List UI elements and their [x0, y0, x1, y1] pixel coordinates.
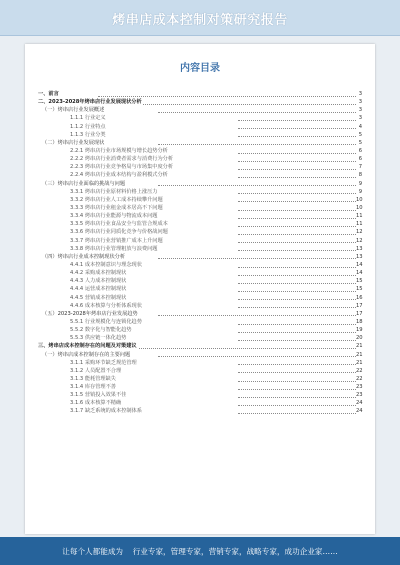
toc-entry-title: 3.1.4 库存管理不善 [70, 384, 116, 391]
toc-entry[interactable] [38, 375, 362, 383]
toc-entry-title: 3.1.7 缺乏系统的成本控制体系 [70, 408, 142, 415]
toc-entry-page: 6 [356, 147, 362, 155]
footer-banner [0, 537, 400, 565]
toc-leader-dots [158, 185, 356, 186]
toc-entry[interactable] [38, 342, 362, 350]
toc-leader-dots [238, 364, 356, 365]
toc-leader-dots [238, 193, 356, 194]
toc-entry-title: 1.1.2 行业特点 [70, 123, 106, 130]
toc-entry[interactable] [38, 318, 362, 326]
toc-entry-page: 24 [356, 400, 363, 407]
toc-leader-dots [238, 120, 356, 121]
toc-entry[interactable] [38, 131, 362, 139]
toc-leader-dots [238, 226, 356, 227]
toc-entry-title: 3.3.3 烤串店行业租金成本居高不下问题 [70, 204, 163, 211]
toc-leader-dots [158, 144, 356, 145]
toc-entry-page: 22 [356, 367, 363, 374]
toc-entry-page: 15 [356, 286, 363, 293]
toc-leader-dots [238, 413, 356, 414]
toc-entry-page: 14 [356, 270, 363, 277]
toc-entry[interactable] [38, 310, 362, 318]
toc-leader-dots [238, 136, 356, 137]
toc-leader-dots [238, 381, 356, 382]
toc-entry[interactable] [38, 139, 362, 147]
toc-entry-page: 5 [356, 139, 362, 147]
toc-entry-page: 18 [356, 318, 363, 325]
toc-entry[interactable] [38, 334, 362, 342]
toc-entry-title: 2.2.3 烤串店行业竞争格局与市场集中度分析 [70, 164, 174, 171]
toc-entry[interactable] [38, 220, 362, 228]
toc-leader-dots [238, 283, 356, 284]
toc-leader-dots [238, 201, 356, 202]
toc-leader-dots [238, 324, 356, 325]
toc-leader-dots [238, 299, 356, 300]
toc-entry-page: 10 [356, 204, 363, 211]
toc-entry[interactable] [38, 212, 362, 220]
toc-entry-title: 3.3.4 烤串店行业能源与物流成本问题 [70, 213, 158, 220]
footer-slogan-left: 让每个人都能成为 [62, 547, 124, 556]
toc-entry[interactable] [38, 196, 362, 204]
toc-entry-title: 1.1.3 行业分类 [70, 131, 106, 138]
toc-leader-dots [238, 372, 356, 373]
toc-entry-page: 21 [356, 343, 363, 350]
toc-entry[interactable] [38, 90, 362, 98]
toc-entry-page: 14 [356, 261, 363, 268]
toc-entry[interactable] [38, 245, 362, 253]
toc-entry[interactable] [38, 302, 362, 310]
toc-entry[interactable] [38, 399, 362, 407]
toc-entry[interactable] [38, 269, 362, 277]
toc-entry-title: 4.4.2 采购成本控制现状 [70, 270, 127, 277]
toc-entry[interactable] [38, 285, 362, 293]
toc-entry-page: 5 [356, 131, 362, 139]
toc-leader-dots [238, 234, 356, 235]
toc-entry[interactable] [38, 163, 362, 171]
toc-entry-title: 三、烤串店成本控制存在的问题及对策建议 [38, 343, 137, 350]
toc-entry[interactable] [38, 106, 362, 114]
toc-leader-dots [238, 128, 356, 129]
toc-entry-page: 3 [356, 114, 362, 122]
toc-entry[interactable] [38, 359, 362, 367]
toc-entry-page: 23 [356, 392, 363, 399]
toc-entry[interactable] [38, 114, 362, 122]
toc-leader-dots [238, 169, 356, 170]
toc-entry-title: 4.4.4 运营成本控制现状 [70, 286, 127, 293]
toc-entry-page: 6 [356, 155, 362, 163]
toc-entry-page: 20 [356, 335, 363, 342]
toc-entry-title: 1.1.1 行业定义 [70, 115, 106, 122]
toc-entry[interactable] [38, 294, 362, 302]
toc-entry[interactable] [38, 237, 362, 245]
toc-entry[interactable] [38, 180, 362, 188]
toc-entry-page: 12 [356, 237, 363, 244]
toc-entry-title: （三）烤串店行业面临的挑战与问题 [42, 180, 126, 187]
toc-leader-dots [238, 210, 356, 211]
toc-entry-page: 16 [356, 294, 363, 301]
toc-entry-title: 3.3.5 烤串店行业食品安全与监管合规成本 [70, 221, 168, 228]
toc-entry-page: 7 [356, 163, 362, 171]
toc-leader-dots [98, 96, 356, 97]
toc-entry-page: 24 [356, 408, 363, 415]
toc-entry-title: 3.3.2 烤串店行业人工成本持续攀升问题 [70, 196, 163, 203]
toc-entry-page: 9 [356, 188, 362, 196]
toc-entry-title: 5.5.2 数字化与智能化趋势 [70, 327, 132, 334]
toc-entry[interactable] [38, 407, 362, 415]
toc-entry[interactable] [38, 383, 362, 391]
toc-entry-page: 3 [356, 106, 362, 114]
document-title: 烤串店成本控制对策研究报告 [112, 13, 288, 28]
toc-entry[interactable] [38, 188, 362, 196]
toc-entry-title: 3.3.7 烤串店行业营销推广成本上升问题 [70, 237, 163, 244]
toc-entry[interactable] [38, 253, 362, 261]
toc-leader-dots [158, 315, 356, 316]
toc-entry-title: 3.1.5 营销投入效果不佳 [70, 392, 127, 399]
toc-entry-page: 3 [356, 90, 362, 98]
toc-leader-dots [238, 242, 356, 243]
toc-entry[interactable] [38, 204, 362, 212]
toc-entry-title: （四）烤串店行业成本控制现状分析 [42, 253, 126, 260]
toc-entry-page: 17 [356, 302, 363, 309]
toc-entry-page: 21 [356, 359, 363, 366]
toc-entry-title: 2.2.1 烤串店行业市场规模与增长趋势分析 [70, 147, 168, 154]
toc-entry-title: 3.1.3 能耗管理缺失 [70, 375, 116, 382]
toc-entry-title: 3.1.2 人员配置不合理 [70, 367, 122, 374]
toc-entry[interactable] [38, 367, 362, 375]
toc-entry-title: 2.2.4 烤串店行业成本结构与盈利模式分析 [70, 172, 168, 179]
toc-leader-dots [238, 275, 356, 276]
toc-leader-dots [158, 112, 356, 113]
toc-entry-title: 3.3.1 烤串店行业原材料价格上涨压力 [70, 188, 158, 195]
toc-entry-title: （五）2023-2028年烤串店行业发展趋势 [42, 310, 138, 317]
toc-entry-page: 3 [356, 98, 362, 106]
toc-entry-title: 一、前言 [38, 91, 59, 97]
toc-leader-dots [238, 267, 356, 268]
footer-text [0, 546, 400, 557]
toc-leader-dots [238, 153, 356, 154]
toc-leader-dots [238, 397, 356, 398]
toc-entry[interactable] [38, 351, 362, 359]
toc-entry-page: 13 [356, 253, 363, 260]
toc-leader-dots [158, 258, 356, 259]
toc-leader-dots [238, 161, 356, 162]
toc-leader-dots [238, 291, 356, 292]
toc-entry[interactable] [38, 147, 362, 155]
toc-entry[interactable] [38, 171, 362, 179]
toc-entry-title: 4.4.3 人力成本控制现状 [70, 278, 127, 285]
toc-entry-page: 4 [356, 123, 362, 131]
toc-leader-dots [238, 340, 356, 341]
toc-entry-page: 9 [356, 180, 362, 188]
toc-entry-title: 二、2023-2028年烤串店行业发展现状分析 [38, 99, 142, 106]
toc-entry-title: 3.3.8 烤串店行业管理粗放与浪费问题 [70, 245, 158, 252]
toc-leader-dots [238, 218, 356, 219]
toc-entry[interactable] [38, 326, 362, 334]
toc-entry-page: 10 [356, 196, 363, 203]
toc-entry-title: （一）烤串店行业发展概述 [42, 107, 105, 114]
toc-leader-dots [238, 307, 356, 308]
toc-entry-title: 2.2.2 烤串店行业消费者需求与消费行为分析 [70, 156, 174, 163]
header-banner [0, 0, 400, 36]
toc-leader-dots [238, 250, 356, 251]
toc-entry-title: 4.4.5 营销成本控制现状 [70, 294, 127, 301]
toc-entry-title: （一）烤串店成本控制存在的主要问题 [42, 351, 131, 358]
toc-entry[interactable] [38, 261, 362, 269]
document-page [25, 44, 375, 534]
toc-entry-title: 3.3.6 烤串店行业同质化竞争与价格战问题 [70, 229, 168, 236]
toc-leader-dots [238, 332, 356, 333]
toc-leader-dots [238, 177, 356, 178]
toc-entry-page: 15 [356, 278, 363, 285]
toc-entry-page: 11 [356, 213, 363, 220]
toc-entry[interactable] [38, 391, 362, 399]
toc-entry-page: 21 [356, 351, 363, 358]
toc-entry-title: 5.5.1 行业规模化与连锁化趋势 [70, 318, 142, 325]
toc-entry-page: 12 [356, 229, 363, 236]
toc-entry-page: 11 [356, 221, 363, 228]
toc-entry-page: 22 [356, 375, 363, 382]
toc-leader-dots [238, 389, 356, 390]
toc-entry-title: 3.1.6 成本核算不精确 [70, 400, 122, 407]
toc-entry-page: 8 [356, 171, 362, 179]
toc-entry-page: 19 [356, 327, 363, 334]
toc-entry-title: （二）烤串店行业发展现状 [42, 139, 105, 146]
toc-entry-page: 13 [356, 245, 363, 252]
toc-entry-title: 4.4.6 成本核算与分析体系现状 [70, 302, 142, 309]
toc-heading: 内容目录 [180, 63, 220, 74]
toc-entry[interactable] [38, 155, 362, 163]
toc-entry[interactable] [38, 277, 362, 285]
table-of-contents [38, 90, 362, 416]
toc-leader-dots [158, 356, 356, 357]
toc-entry-page: 23 [356, 384, 363, 391]
toc-entry-title: 4.4.1 成本控制意识与理念现状 [70, 261, 142, 268]
toc-entry[interactable] [38, 98, 362, 106]
toc-entry[interactable] [38, 123, 362, 131]
toc-entry[interactable] [38, 228, 362, 236]
toc-entry-page: 17 [356, 310, 363, 317]
toc-entry-title: 5.5.3 供应链一体化趋势 [70, 335, 127, 342]
toc-entry-title: 3.1.1 采购环节缺乏规范管理 [70, 359, 137, 366]
toc-leader-dots [238, 405, 356, 406]
footer-slogan-right: 行业专家，管理专家，营销专家，战略专家，成功企业家…… [132, 547, 338, 556]
